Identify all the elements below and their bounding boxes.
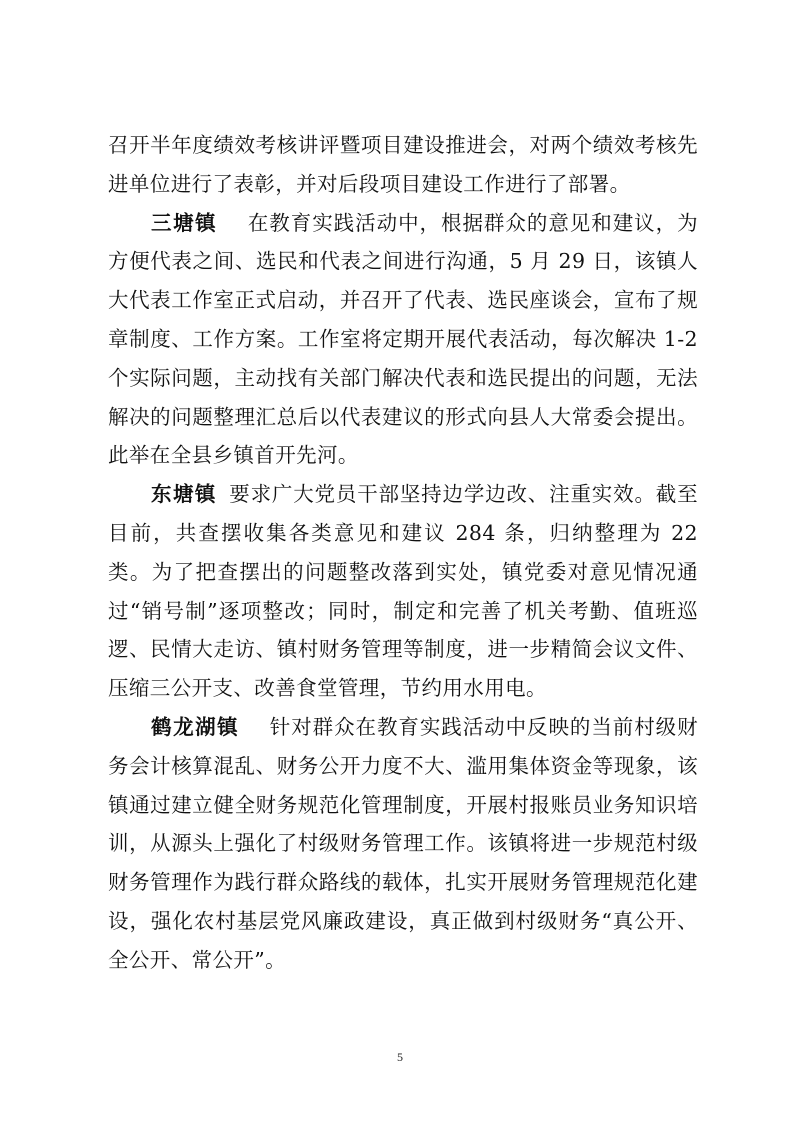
paragraph-lead-santang: 三塘镇 xyxy=(151,210,218,235)
paragraph-text: 要求广大党员干部坚持边学边改、注重实效。截至目前，共查摆收集各类意见和建议 284 条，归纳整理为 22 类。为了把查摆出的问题整改落到实处，镇党委对意见情况通过“销号制”逐项整改；同时，制定和完善了机关考勤、值班巡逻、民情大走访、镇村财务管理等制度，进一步精简会议文件、压缩三公开支、改善食堂管理，节约用水用电。 xyxy=(108,482,698,701)
paragraph-lead-dongtang: 东塘镇 xyxy=(151,482,217,507)
paragraph-continuation xyxy=(108,126,698,204)
paragraph-dongtang-town xyxy=(108,475,698,708)
document-body xyxy=(108,126,698,980)
page-number: 5 xyxy=(397,1050,403,1064)
paragraph-text: 针对群众在教育实践活动中反映的当前村级财务会计核算混乱、财务公开力度不大、滥用集体资金等现象，该镇通过建立健全财务规范化管理制度，开展村报账员业务知识培训，从源头上强化了村级财务管理工作。该镇将进一步规范村级财务管理作为践行群众路线的载体，扎实开展财务管理规范化建设，强化农村基层党风廉政建设，真正做到村级财务“真公开、全公开、常公开”。 xyxy=(108,714,699,972)
paragraph-text: 在教育实践活动中，根据群众的意见和建议，为方便代表之间、选民和代表之间进行沟通，5 月 29 日，该镇人大代表工作室正式启动，并召开了代表、选民座谈会，宣布了规章制度、工作方案。工作室将定期开展代表活动，每次解决 1-2 个实际问题，主动找有关部门解决代表和选民提出的问题，无法解决的问题整理汇总后以代表建议的形式向县人大常委会提出。此举在全县乡镇首开先河。 xyxy=(108,210,699,468)
paragraph-text: 召开半年度绩效考核讲评暨项目建设推进会，对两个绩效考核先进单位进行了表彰，并对后段项目建设工作进行了部署。 xyxy=(108,133,698,196)
paragraph-santang-town xyxy=(108,204,698,476)
paragraph-lead-helonghu: 鹤龙湖镇 xyxy=(151,714,240,739)
paragraph-helonghu-town xyxy=(108,708,698,980)
